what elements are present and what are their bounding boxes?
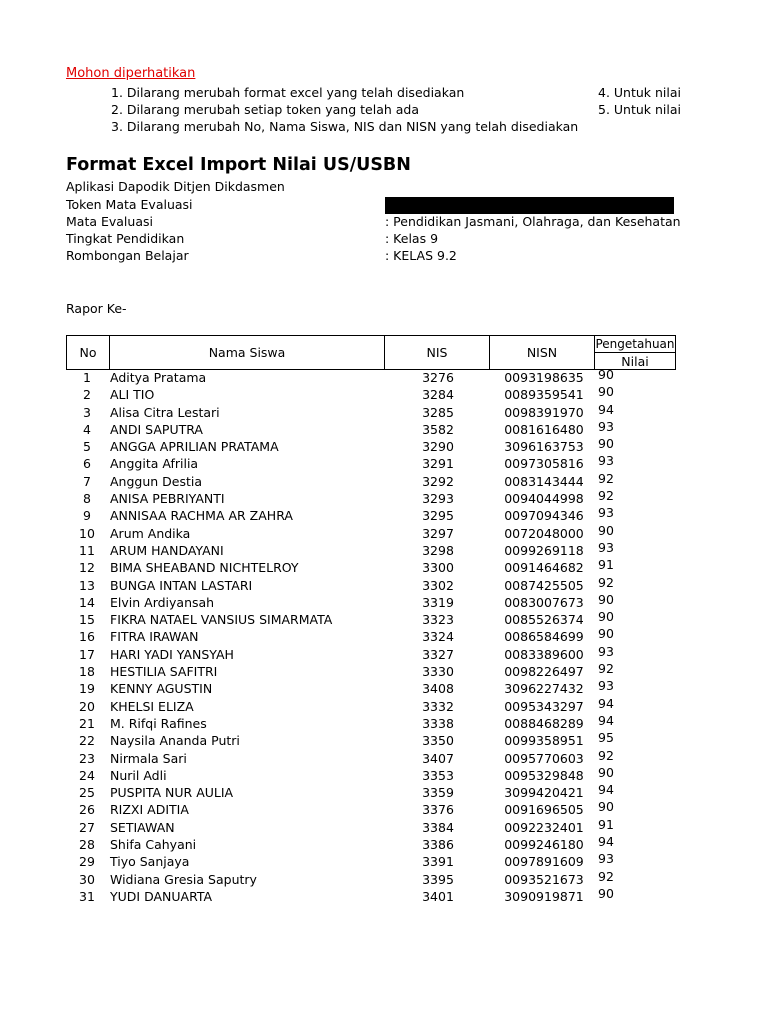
table-row bbox=[66, 732, 676, 749]
cell-no[interactable]: 24 bbox=[79, 767, 95, 783]
table-row bbox=[66, 507, 676, 524]
cell-value[interactable]: 94 bbox=[598, 695, 614, 711]
table-row bbox=[66, 539, 676, 559]
cell-nisn[interactable]: 0093198635 bbox=[504, 370, 584, 385]
cell-value[interactable]: 94 bbox=[598, 401, 614, 417]
table-row bbox=[66, 747, 676, 767]
cell-nis[interactable]: 3350 bbox=[422, 733, 454, 749]
cell-name[interactable]: ALI TIO bbox=[110, 387, 155, 403]
cell-no[interactable]: 1 bbox=[83, 370, 91, 385]
grades-table-body bbox=[66, 369, 676, 905]
cell-nisn[interactable]: 3090919871 bbox=[504, 888, 584, 904]
cell-no[interactable]: 31 bbox=[79, 888, 95, 904]
cell-value[interactable]: 91 bbox=[598, 816, 614, 832]
cell-value[interactable]: 92 bbox=[598, 574, 614, 590]
table-row bbox=[66, 418, 676, 438]
header-no: No bbox=[67, 336, 110, 370]
rapor-label: Rapor Ke- bbox=[66, 301, 127, 316]
cell-name[interactable]: ANGGA APRILIAN PRATAMA bbox=[110, 439, 279, 455]
cell-no[interactable]: 26 bbox=[79, 802, 95, 818]
cell-value[interactable]: 94 bbox=[598, 712, 614, 728]
cell-nisn[interactable]: 0083007673 bbox=[504, 594, 584, 610]
cell-value[interactable]: 90 bbox=[598, 591, 614, 607]
cell-no[interactable]: 5 bbox=[83, 439, 91, 455]
cell-value[interactable]: 90 bbox=[598, 799, 614, 815]
cell-no[interactable]: 25 bbox=[79, 785, 95, 801]
cell-nis[interactable]: 3297 bbox=[422, 525, 454, 541]
cell-nis[interactable]: 3332 bbox=[422, 698, 454, 714]
cell-value[interactable]: 93 bbox=[598, 851, 614, 867]
cell-no[interactable]: 14 bbox=[79, 594, 95, 610]
cell-name[interactable]: Alisa Citra Lestari bbox=[110, 404, 220, 420]
cell-nisn[interactable]: 0097305816 bbox=[504, 456, 584, 472]
cell-nisn[interactable]: 0099358951 bbox=[504, 733, 584, 749]
cell-value[interactable]: 90 bbox=[598, 384, 614, 400]
table-row bbox=[66, 591, 676, 611]
table-row bbox=[66, 868, 676, 888]
cell-nisn[interactable]: 0098226497 bbox=[504, 664, 584, 680]
cell-name[interactable]: KHELSI ELIZA bbox=[110, 698, 194, 714]
cell-name[interactable]: BUNGA INTAN LASTARI bbox=[110, 577, 253, 593]
cell-no[interactable]: 2 bbox=[83, 387, 91, 403]
cell-value[interactable]: 93 bbox=[598, 643, 614, 659]
table-row bbox=[66, 522, 676, 542]
header-nisn: NISN bbox=[490, 336, 595, 370]
cell-nisn[interactable]: 0087425505 bbox=[504, 577, 584, 593]
cell-nis[interactable]: 3353 bbox=[422, 767, 454, 783]
cell-nis[interactable]: 3401 bbox=[422, 888, 454, 904]
table-row bbox=[66, 559, 676, 576]
rule-2: 2. Dilarang merubah setiap token yang telah ada bbox=[111, 102, 420, 117]
cell-nisn[interactable]: 0083143444 bbox=[504, 473, 584, 489]
cell-no[interactable]: 28 bbox=[79, 837, 95, 853]
rule-3: 3. Dilarang merubah No, Nama Siswa, NIS dan NISN yang telah disediakan bbox=[111, 119, 579, 134]
cell-nis[interactable]: 3298 bbox=[422, 542, 454, 558]
cell-nisn[interactable]: 0095770603 bbox=[504, 750, 584, 766]
cell-nis[interactable]: 3292 bbox=[422, 473, 454, 489]
cell-value[interactable]: 93 bbox=[598, 539, 614, 555]
cell-nisn[interactable]: 0095343297 bbox=[504, 698, 584, 714]
cell-value[interactable]: 94 bbox=[598, 834, 614, 850]
cell-no[interactable]: 30 bbox=[79, 871, 95, 887]
cell-nis[interactable]: 3359 bbox=[422, 785, 454, 801]
table-row bbox=[66, 401, 676, 421]
cell-nisn[interactable]: 0088468289 bbox=[504, 715, 584, 731]
table-row bbox=[66, 784, 676, 801]
table-row bbox=[66, 836, 676, 853]
header-nis: NIS bbox=[385, 336, 490, 370]
cell-value[interactable]: 90 bbox=[598, 609, 614, 625]
table-row bbox=[66, 816, 676, 836]
table-row bbox=[66, 853, 676, 870]
cell-no[interactable]: 23 bbox=[79, 750, 95, 766]
cell-no[interactable]: 3 bbox=[83, 404, 91, 420]
cell-name[interactable]: RIZXI ADITIA bbox=[110, 802, 189, 818]
table-row bbox=[66, 712, 676, 732]
cell-nis[interactable]: 3384 bbox=[422, 819, 454, 835]
app-name: Aplikasi Dapodik Ditjen Dikdasmen bbox=[66, 179, 285, 194]
cell-nisn[interactable]: 0072048000 bbox=[504, 525, 584, 541]
cell-nisn[interactable]: 0085526374 bbox=[504, 612, 584, 628]
cell-name[interactable]: Nuril Adli bbox=[110, 767, 167, 783]
cell-value[interactable]: 93 bbox=[598, 678, 614, 694]
cell-nis[interactable]: 3302 bbox=[422, 577, 454, 593]
cell-name[interactable]: FIKRA NATAEL VANSIUS SIMARMATA bbox=[110, 612, 333, 628]
cell-value[interactable]: 92 bbox=[598, 868, 614, 884]
cell-nis[interactable]: 3408 bbox=[422, 681, 454, 697]
rule-1: 1. Dilarang merubah format excel yang telah disediakan bbox=[111, 85, 465, 100]
cell-no[interactable]: 27 bbox=[79, 819, 95, 835]
page-title: Format Excel Import Nilai US/USBN bbox=[66, 155, 411, 175]
cell-nis[interactable]: 3330 bbox=[422, 664, 454, 680]
table-row bbox=[66, 663, 676, 680]
cell-value[interactable]: 90 bbox=[598, 626, 614, 642]
cell-no[interactable]: 21 bbox=[79, 715, 95, 731]
cell-name[interactable]: Naysila Ananda Putri bbox=[110, 733, 240, 749]
cell-no[interactable]: 7 bbox=[83, 473, 91, 489]
table-row bbox=[66, 369, 676, 386]
cell-no[interactable]: 17 bbox=[79, 646, 95, 662]
token-redacted-value bbox=[385, 197, 674, 214]
cell-no[interactable]: 20 bbox=[79, 698, 95, 714]
cell-nis[interactable]: 3295 bbox=[422, 508, 454, 524]
cell-value[interactable]: 95 bbox=[598, 730, 614, 746]
level-value: : Kelas 9 bbox=[385, 231, 439, 246]
token-label: Token Mata Evaluasi bbox=[66, 197, 193, 212]
cell-nisn[interactable]: 0092232401 bbox=[504, 819, 584, 835]
table-row bbox=[66, 680, 676, 697]
cell-no[interactable]: 9 bbox=[83, 508, 91, 524]
cell-name[interactable]: Aditya Pratama bbox=[110, 370, 207, 385]
cell-nisn[interactable]: 3096163753 bbox=[504, 439, 584, 455]
cell-no[interactable]: 11 bbox=[79, 542, 95, 558]
cell-value[interactable]: 92 bbox=[598, 747, 614, 763]
subject-label: Mata Evaluasi bbox=[66, 214, 153, 229]
cell-name[interactable]: Arum Andika bbox=[110, 525, 191, 541]
cell-value[interactable]: 90 bbox=[598, 522, 614, 538]
table-row bbox=[66, 628, 676, 645]
cell-nis[interactable]: 3276 bbox=[422, 370, 454, 385]
cell-nis[interactable]: 3293 bbox=[422, 491, 454, 507]
cell-name[interactable]: Tiyo Sanjaya bbox=[110, 854, 190, 870]
cell-nisn[interactable]: 0091696505 bbox=[504, 802, 584, 818]
cell-nisn[interactable]: 0086584699 bbox=[504, 629, 584, 645]
cell-value[interactable]: 90 bbox=[598, 764, 614, 780]
cell-name[interactable]: Anggun Destia bbox=[110, 473, 203, 489]
cell-no[interactable]: 29 bbox=[79, 854, 95, 870]
cell-nis[interactable]: 3284 bbox=[422, 387, 454, 403]
cell-name[interactable]: ARUM HANDAYANI bbox=[110, 542, 224, 558]
cell-nis[interactable]: 3324 bbox=[422, 629, 454, 645]
cell-name[interactable]: Anggita Afrilia bbox=[110, 456, 199, 472]
table-row bbox=[66, 801, 676, 818]
cell-nisn[interactable]: 0091464682 bbox=[504, 560, 584, 576]
table-row bbox=[66, 574, 676, 594]
header-group-pengetahuan: Pengetahuan bbox=[595, 337, 675, 351]
cell-nisn[interactable]: 0098391970 bbox=[504, 404, 584, 420]
table-row bbox=[66, 764, 676, 784]
cell-no[interactable]: 4 bbox=[83, 421, 91, 437]
table-row bbox=[66, 455, 676, 472]
cell-nis[interactable]: 3291 bbox=[422, 456, 454, 472]
cell-nis[interactable]: 3285 bbox=[422, 404, 454, 420]
rule-5: 5. Untuk nilai bbox=[598, 102, 682, 117]
header-value: Nilai bbox=[595, 353, 676, 370]
cell-nis[interactable]: 3582 bbox=[422, 421, 454, 437]
cell-name[interactable]: SETIAWAN bbox=[110, 819, 175, 835]
cell-name[interactable]: FITRA IRAWAN bbox=[110, 629, 199, 645]
cell-nis[interactable]: 3290 bbox=[422, 439, 454, 455]
cell-nisn[interactable]: 0099269118 bbox=[504, 542, 584, 558]
cell-name[interactable]: Elvin Ardiyansah bbox=[110, 594, 215, 610]
cell-value[interactable]: 90 bbox=[598, 885, 614, 901]
rule-4: 4. Untuk nilai bbox=[598, 85, 682, 100]
cell-nisn[interactable]: 0081616480 bbox=[504, 421, 584, 437]
header-name: Nama Siswa bbox=[110, 336, 385, 370]
cell-name[interactable]: M. Rifqi Rafines bbox=[110, 715, 207, 731]
notice-title: Mohon diperhatikan bbox=[66, 66, 196, 81]
cell-name[interactable]: HESTILIA SAFITRI bbox=[110, 664, 218, 680]
cell-name[interactable]: Widiana Gresia Saputry bbox=[110, 871, 257, 887]
cell-no[interactable]: 16 bbox=[79, 629, 95, 645]
table-row bbox=[66, 470, 676, 490]
table-row bbox=[66, 643, 676, 663]
cell-value[interactable]: 90 bbox=[598, 367, 614, 382]
subject-value: : Pendidikan Jasmani, Olahraga, dan Kesehatan bbox=[385, 214, 681, 229]
cell-nis[interactable]: 3300 bbox=[422, 560, 454, 576]
cell-no[interactable]: 8 bbox=[83, 491, 91, 507]
cell-no[interactable]: 15 bbox=[79, 612, 95, 628]
cell-value[interactable]: 94 bbox=[598, 782, 614, 798]
cell-nisn[interactable]: 0095329848 bbox=[504, 767, 584, 783]
cell-nis[interactable]: 3386 bbox=[422, 837, 454, 853]
table-row bbox=[66, 386, 676, 403]
cell-nis[interactable]: 3319 bbox=[422, 594, 454, 610]
cell-value[interactable]: 92 bbox=[598, 661, 614, 677]
cell-nisn[interactable]: 0094044998 bbox=[504, 491, 584, 507]
cell-name[interactable]: PUSPITA NUR AULIA bbox=[110, 785, 234, 801]
table-row bbox=[66, 490, 676, 507]
cell-nisn[interactable]: 0093521673 bbox=[504, 871, 584, 887]
cell-name[interactable]: HARI YADI YANSYAH bbox=[110, 646, 234, 662]
level-label: Tingkat Pendidikan bbox=[66, 231, 185, 246]
cell-nisn[interactable]: 0099246180 bbox=[504, 837, 584, 853]
cell-name[interactable]: ANDI SAPUTRA bbox=[110, 421, 203, 437]
cell-value[interactable]: 93 bbox=[598, 453, 614, 469]
cell-no[interactable]: 10 bbox=[79, 525, 95, 541]
cell-no[interactable]: 13 bbox=[79, 577, 95, 593]
cell-nis[interactable]: 3391 bbox=[422, 854, 454, 870]
cell-name[interactable]: Shifa Cahyani bbox=[110, 837, 197, 853]
cell-no[interactable]: 22 bbox=[79, 733, 95, 749]
cell-value[interactable]: 92 bbox=[598, 470, 614, 486]
cell-nisn[interactable]: 0083389600 bbox=[504, 646, 584, 662]
table-row bbox=[66, 695, 676, 715]
class-label: Rombongan Belajar bbox=[66, 248, 189, 263]
cell-no[interactable]: 19 bbox=[79, 681, 95, 697]
table-row bbox=[66, 611, 676, 628]
cell-no[interactable]: 12 bbox=[79, 560, 95, 576]
cell-nisn[interactable]: 3096227432 bbox=[504, 681, 584, 697]
cell-no[interactable]: 6 bbox=[83, 456, 91, 472]
cell-value[interactable]: 93 bbox=[598, 418, 614, 434]
cell-nis[interactable]: 3395 bbox=[422, 871, 454, 887]
cell-nisn[interactable]: 0097891609 bbox=[504, 854, 584, 870]
cell-name[interactable]: YUDI DANUARTA bbox=[110, 888, 213, 904]
cell-nisn[interactable]: 0097094346 bbox=[504, 508, 584, 524]
class-value: : KELAS 9.2 bbox=[385, 248, 457, 263]
cell-name[interactable]: Nirmala Sari bbox=[110, 750, 187, 766]
cell-name[interactable]: BIMA SHEABAND NICHTELROY bbox=[110, 560, 299, 576]
cell-nis[interactable]: 3327 bbox=[422, 646, 454, 662]
cell-nis[interactable]: 3407 bbox=[422, 750, 454, 766]
cell-name[interactable]: ANNISAA RACHMA AR ZAHRA bbox=[110, 508, 293, 524]
cell-value[interactable]: 90 bbox=[598, 436, 614, 452]
cell-name[interactable]: KENNY AGUSTIN bbox=[110, 681, 213, 697]
cell-nis[interactable]: 3338 bbox=[422, 715, 454, 731]
cell-nisn[interactable]: 0089359541 bbox=[504, 387, 584, 403]
cell-name[interactable]: ANISA PEBRIYANTI bbox=[110, 491, 225, 507]
cell-nis[interactable]: 3323 bbox=[422, 612, 454, 628]
cell-nis[interactable]: 3376 bbox=[422, 802, 454, 818]
cell-no[interactable]: 18 bbox=[79, 664, 95, 680]
table-row bbox=[66, 438, 676, 455]
grades-table-header bbox=[66, 335, 676, 370]
cell-value[interactable]: 93 bbox=[598, 505, 614, 521]
cell-nisn[interactable]: 3099420421 bbox=[504, 785, 584, 801]
table-row bbox=[66, 885, 676, 905]
cell-value[interactable]: 92 bbox=[598, 488, 614, 504]
cell-value[interactable]: 91 bbox=[598, 557, 614, 573]
